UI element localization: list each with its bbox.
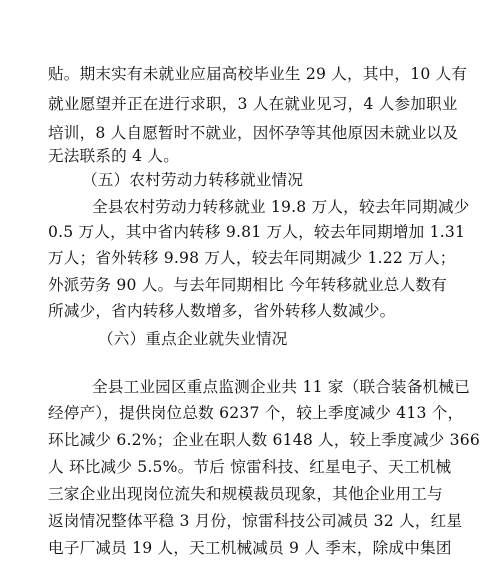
body-text-line: 全县工业园区重点监测企业共 11 家（联合装备机械已	[92, 378, 471, 396]
section-heading: （五）农村劳动力转移就业情况	[82, 171, 304, 189]
body-text-line: 全县农村劳动力转移就业 19.8 万人，较去年同期减少	[92, 198, 470, 216]
body-text-line: 培训，8 人自愿暂时不就业，因怀孕等其他原因未就业以及	[48, 124, 459, 142]
body-text-line: 所减少，省内转移人数增多，省外转移人数减少。	[48, 302, 396, 320]
body-text-line: 人 环比减少 5.5%。节后 惊雷科技、红星电子、天工机械	[48, 458, 452, 476]
body-text-line: 返岗情况整体平稳 3 月份，惊雷科技公司减员 32 人，红星	[48, 512, 463, 530]
body-text-line: 0.5 万人，其中省内转移 9.81 万人，较去年同期增加 1.31	[48, 223, 466, 241]
section-heading: （六）重点企业就失业情况	[98, 330, 288, 348]
body-text-line: 万人；省外转移 9.98 万人，较去年同期减少 1.22 万人；	[48, 249, 456, 267]
body-text-line: 环比减少 6.2%；企业在职人数 6148 人，较上季度减少 366	[48, 431, 480, 449]
body-text-line: 三家企业出现岗位流失和规模裁员现象，其他企业用工与	[48, 485, 443, 503]
body-text-line: 贴。期末实有未就业应届高校毕业生 29 人，其中，10 人有	[48, 65, 468, 83]
body-text-line: 经停产），提供岗位总数 6237 个，较上季度减少 413 个，	[48, 404, 464, 422]
body-text-line: 电子厂减员 19 人，天工机械减员 9 人 季末，除成中集团	[48, 539, 452, 557]
body-text-line: 无法联系的 4 人。	[48, 147, 179, 165]
body-text-line: 就业愿望并正在进行求职，3 人在就业见习，4 人参加职业	[48, 95, 458, 113]
body-text-line: 外派劳务 90 人。与去年同期相比 今年转移就业总人数有	[48, 276, 447, 294]
